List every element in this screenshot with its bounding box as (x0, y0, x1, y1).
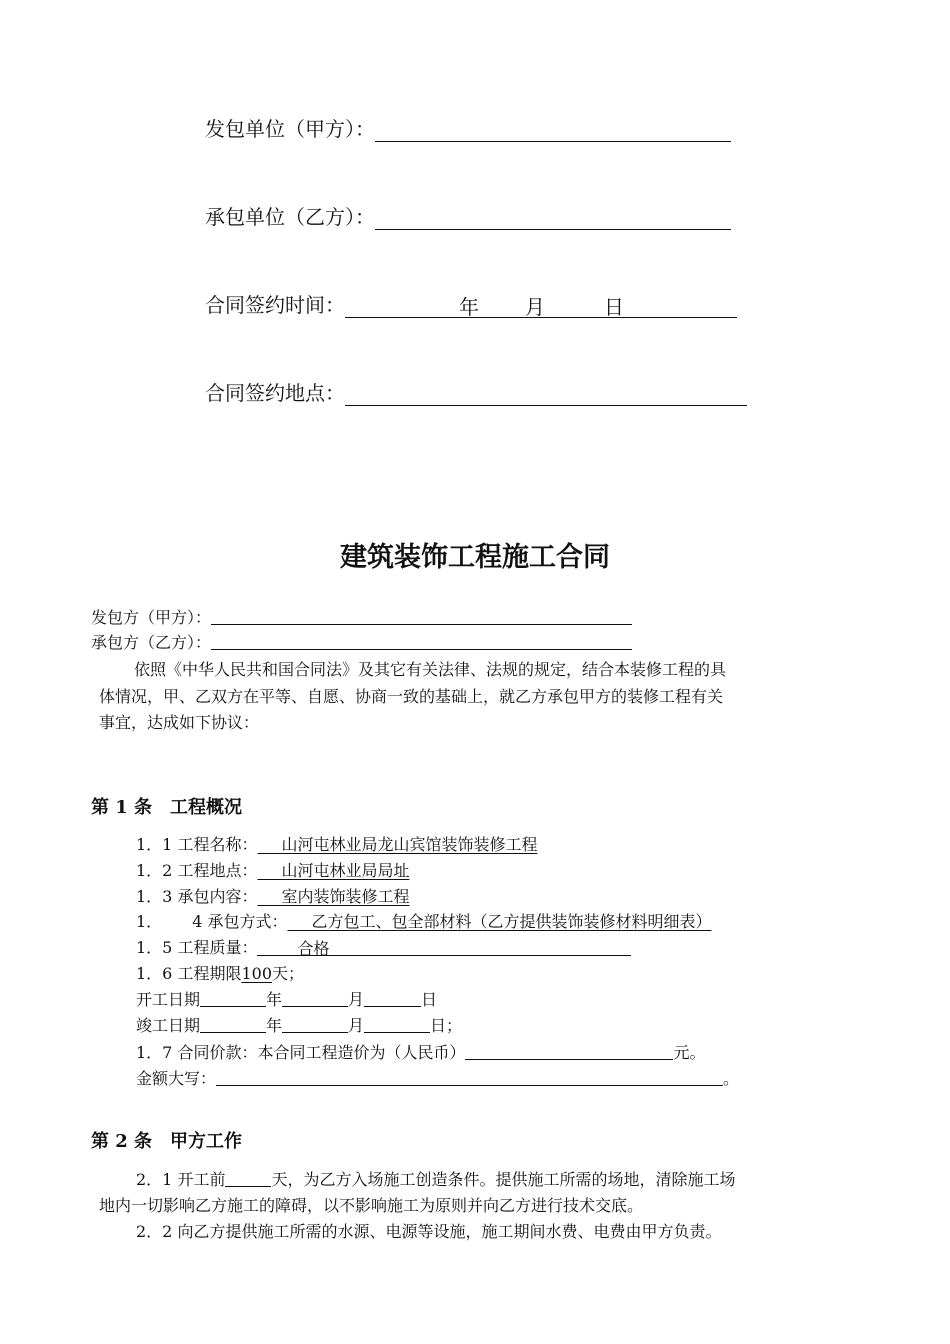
cover-party-b (205, 201, 731, 230)
item-1-7-blank[interactable] (465, 1043, 673, 1060)
item-1-1-value: 山河屯林业局龙山宾馆装饰装修工程 (281, 835, 538, 854)
end-month-blank[interactable] (282, 1016, 348, 1033)
item-1-4 (136, 909, 711, 932)
cover-party-b-blank[interactable] (375, 207, 731, 230)
cover-sign-place-label: 合同签约地点： (205, 381, 345, 405)
end-day-blank[interactable] (364, 1016, 430, 1033)
start-year: 年 (266, 990, 283, 1009)
item-1-4-value: 乙方包工、包全部材料（乙方提供装饰装修材料明细表） (311, 912, 712, 931)
item-1-2-value: 山河屯林业局局址 (281, 861, 410, 880)
item-1-5-label: 1．5 工程质量： (136, 938, 258, 957)
item-1-6-label: 1．6 工程期限 (136, 964, 242, 983)
item-1-7 (136, 1040, 705, 1063)
item-1-6 (136, 961, 304, 984)
item-1-7-label: 1．7 合同价款：本合同工程造价为（人民币） (136, 1043, 466, 1062)
party-b-label: 承包方（乙方）： (91, 633, 212, 652)
item-2-1-b: 天，为乙方入场施工创造条件。提供施工所需的场地，清除施工场 (271, 1170, 736, 1189)
item-1-3 (136, 884, 409, 907)
cover-party-a-label: 发包单位（甲方）： (205, 117, 375, 141)
cover-sign-time-label: 合同签约时间： (205, 293, 345, 317)
intro-line-1: 依照《中华人民共和国合同法》及其它有关法律、法规的规定，结合本装修工程的具 (134, 660, 727, 679)
item-1-3-value: 室内装饰装修工程 (281, 887, 410, 906)
end-year: 年 (266, 1016, 283, 1035)
item-1-5-value: 合格 (297, 939, 330, 958)
item-1-2-label: 1．2 工程地点： (136, 861, 258, 880)
item-1-7-unit: 元。 (673, 1043, 706, 1062)
cover-day: 日 (604, 295, 624, 319)
cover-party-b-label: 承包单位（乙方）： (205, 205, 375, 229)
party-a-blank[interactable] (211, 608, 632, 625)
item-1-5 (136, 935, 631, 958)
end-day: 日； (430, 1016, 463, 1035)
intro-line-2: 体情况，甲、乙双方在平等、自愿、协商一致的基础上，就乙方承包甲方的装修工程有关 (99, 687, 724, 706)
party-a-row (91, 605, 632, 628)
start-day: 日 (421, 990, 438, 1009)
article-1-heading: 第 1 条 工程概况 (91, 797, 243, 818)
cover-sign-time (205, 289, 737, 318)
party-a-label: 发包方（甲方）： (91, 608, 212, 627)
item-1-1 (136, 832, 537, 855)
item-1-6-days[interactable]: 100 (241, 964, 272, 983)
cover-month: 月 (525, 295, 545, 319)
amount-row (136, 1066, 739, 1089)
contract-title: 建筑装饰工程施工合同 (340, 542, 610, 573)
item-2-2: 2．2 向乙方提供施工所需的水源、电源等设施，施工期间水费、电费由甲方负责。 (136, 1222, 722, 1241)
item-2-1-blank[interactable] (225, 1170, 271, 1187)
start-month: 月 (348, 990, 365, 1009)
item-1-6-unit: 天； (272, 964, 305, 983)
cover-year: 年 (459, 295, 479, 319)
cover-sign-time-blank[interactable] (345, 293, 737, 318)
end-month: 月 (348, 1016, 365, 1035)
item-1-2 (136, 858, 409, 881)
party-b-row (91, 630, 632, 653)
cover-party-a (205, 113, 731, 142)
item-1-4-num: 1． (136, 912, 163, 931)
item-1-4-label: 4 承包方式： (192, 912, 288, 931)
amount-blank[interactable] (216, 1069, 723, 1086)
item-2-1-a: 2．1 开工前 (136, 1170, 226, 1189)
item-2-1-line-2: 地内一切影响乙方施工的障碍，以不影响施工为原则并向乙方进行技术交底。 (99, 1196, 644, 1215)
start-month-blank[interactable] (282, 990, 348, 1007)
item-1-3-label: 1．3 承包内容： (136, 887, 258, 906)
intro-line-3: 事宜，达成如下协议： (99, 713, 260, 732)
start-year-blank[interactable] (200, 990, 266, 1007)
party-b-blank[interactable] (211, 633, 632, 650)
end-date-label: 竣工日期 (136, 1016, 201, 1035)
amount-label: 金额大写： (136, 1069, 217, 1088)
start-day-blank[interactable] (364, 990, 421, 1007)
end-year-blank[interactable] (200, 1016, 266, 1033)
start-date-row (136, 987, 437, 1010)
article-2-heading: 第 2 条 甲方工作 (91, 1131, 243, 1152)
amount-end: 。 (723, 1069, 740, 1088)
item-1-1-label: 1．1 工程名称： (136, 835, 258, 854)
item-2-1 (136, 1167, 735, 1190)
end-date-row (136, 1013, 462, 1036)
cover-sign-place-blank[interactable] (345, 383, 747, 406)
cover-sign-place (205, 377, 747, 406)
item-1-5-blank (257, 937, 631, 956)
cover-party-a-blank[interactable] (375, 119, 731, 142)
start-date-label: 开工日期 (136, 990, 201, 1009)
